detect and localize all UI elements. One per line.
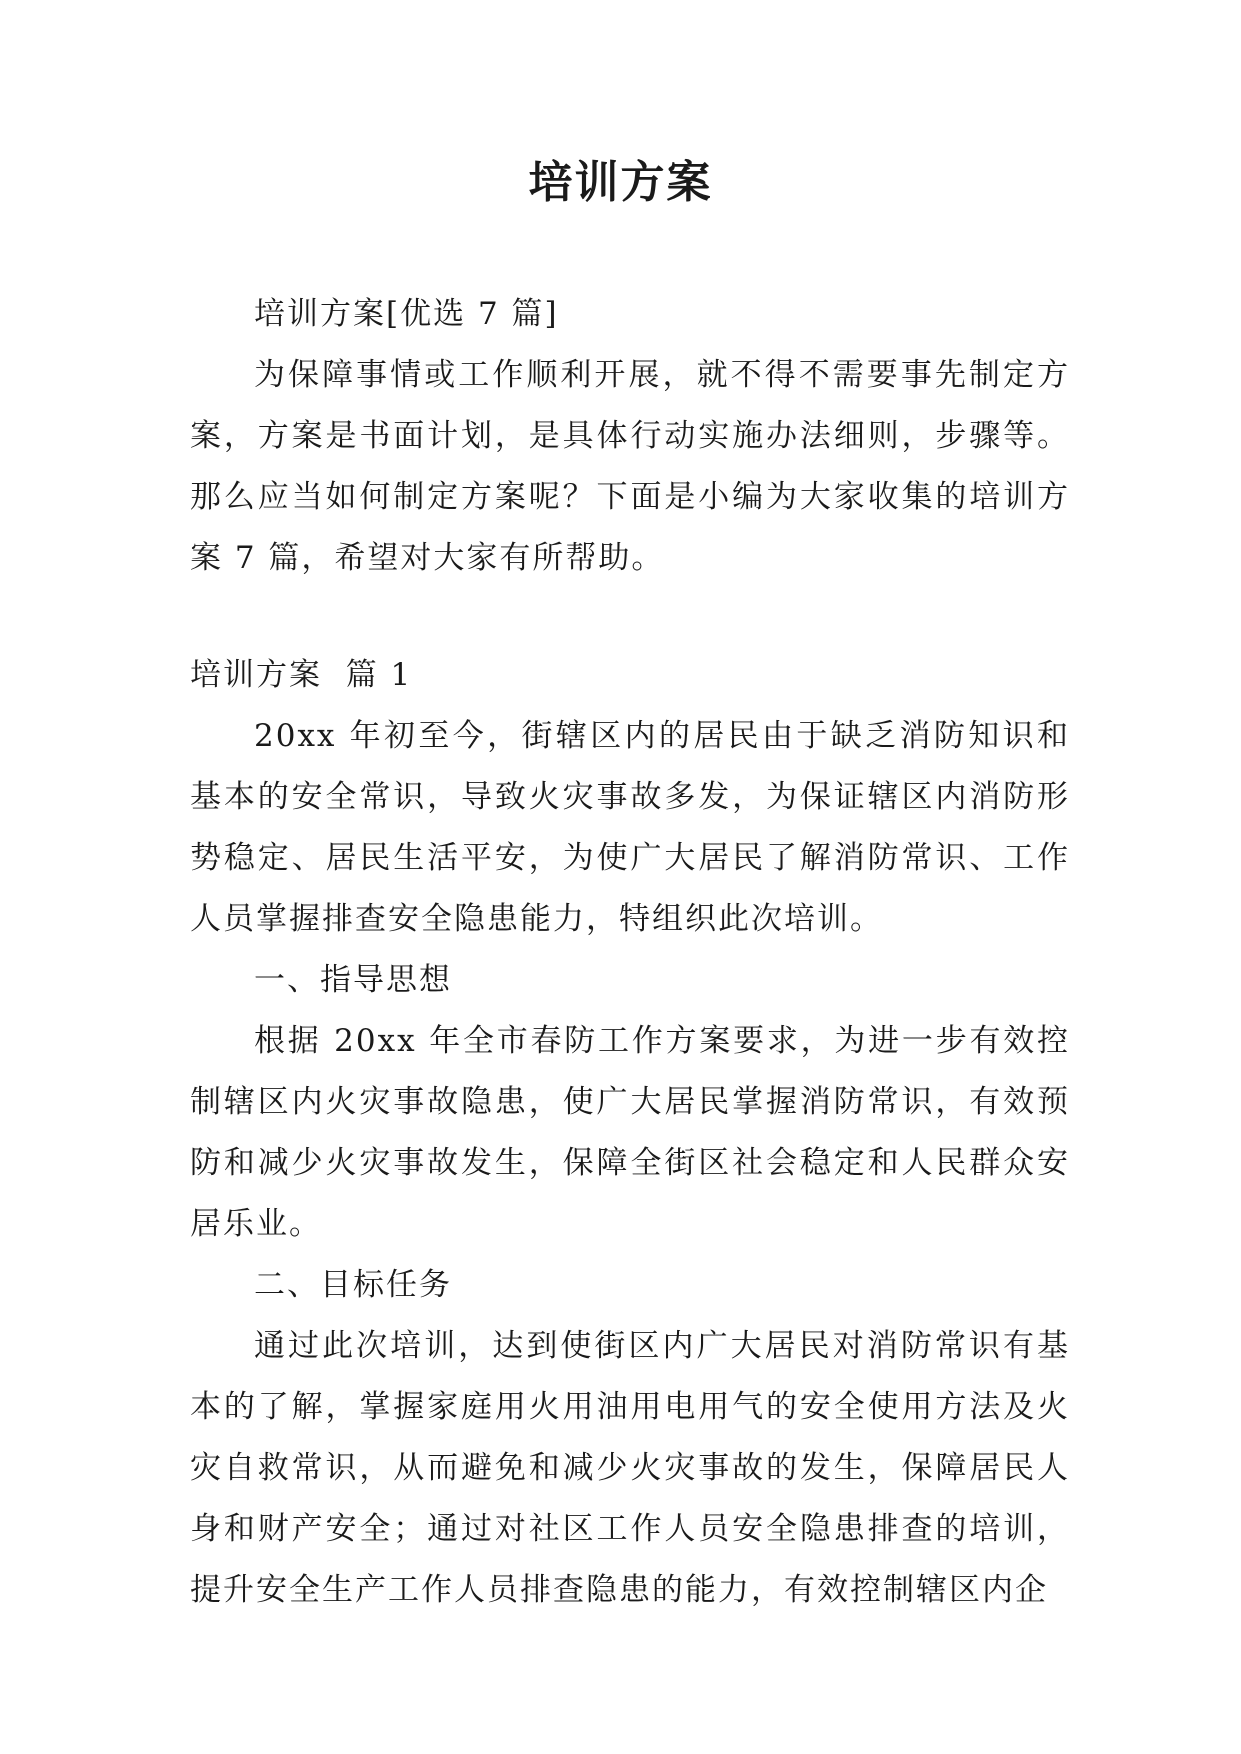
body-paragraph-3: 通过此次培训，达到使街区内广大居民对消防常识有基本的了解，掌握家庭用火用油用电用气的安全使用方法及火灾自救常识，从而避免和减少火灾事故的发生，保障居民人身和财产安全；通过对社区工作人员安全隐患排查的培训，提升安全生产工作人员排查隐患的能力，有效控制辖区内企 [190,1328,1070,1608]
heading-goals-tasks: 二、目标任务 [254,1267,452,1303]
section-heading: 培训方案 篇 1 [190,657,413,693]
document-subtitle: 培训方案[优选 7 篇] [254,296,559,332]
section-spacer [190,589,1070,645]
intro-paragraph: 为保障事情或工作顺利开展，就不得不需要事先制定方案，方案是书面计划，是具体行动实施办法细则，步骤等。那么应当如何制定方案呢？下面是小编为大家收集的培训方案 7 篇，希望对大家有所帮助。 [190,357,1070,576]
body-paragraph-1: 20xx 年初至今，街辖区内的居民由于缺乏消防知识和基本的安全常识，导致火灾事故多发，为保证辖区内消防形势稳定、居民生活平安，为使广大居民了解消防常识、工作人员掌握排查安全隐患能力，特组织此次培训。 [190,718,1070,937]
document-body [190,284,1070,1621]
body-paragraph-2: 根据 20xx 年全市春防工作方案要求，为进一步有效控制辖区内火灾事故隐患，使广大居民掌握消防常识，有效预防和减少火灾事故发生，保障全街区社会稳定和人民群众安居乐业。 [190,1023,1070,1242]
heading-guiding-thought: 一、指导思想 [254,962,452,998]
document-title: 培训方案 [528,157,713,208]
